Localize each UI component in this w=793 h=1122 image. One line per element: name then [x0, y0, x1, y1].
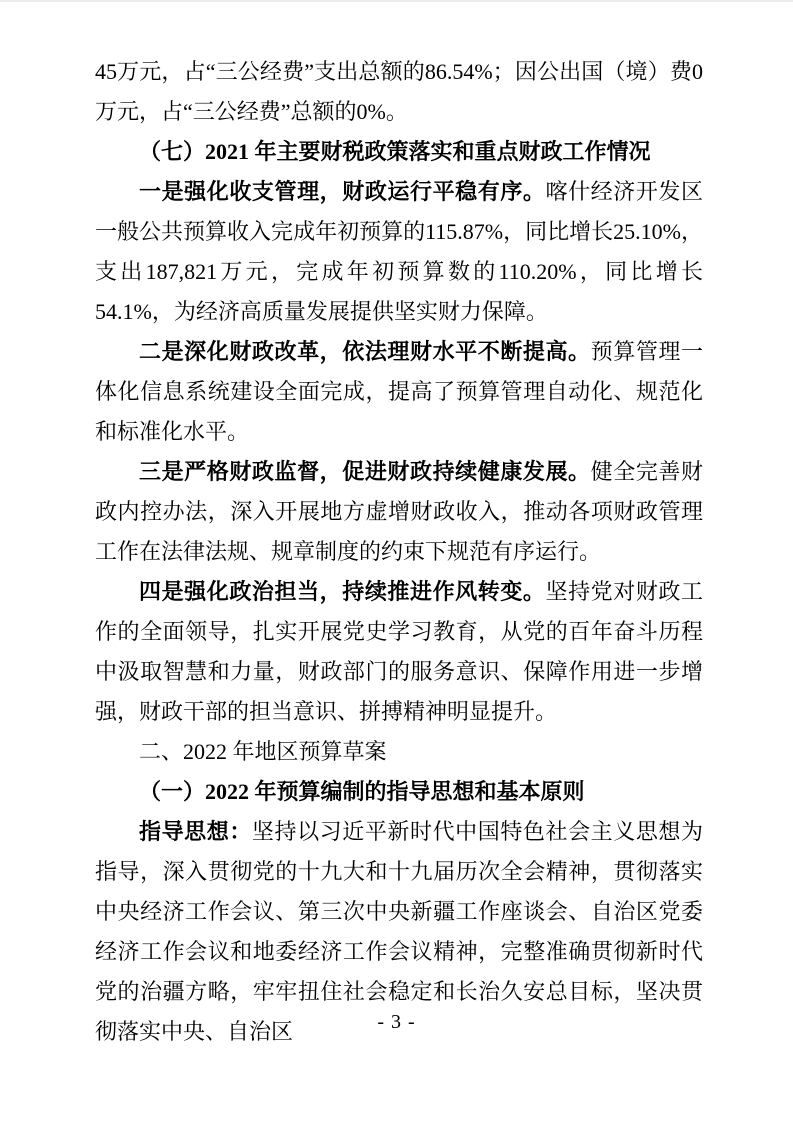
work-item-4 — [95, 572, 703, 732]
work-item-1-body: 喀什经济开发区一般公共预算收入完成年初预算的115.87%，同比增长25.10%，支出187,821万元，完成年初预算数的110.20%，同比增长54.1%，为经济高质量发展提供坚实财力保障。 — [95, 179, 703, 324]
work-item-2 — [95, 332, 703, 452]
work-item-2-body: 预算管理一体化信息系统建设全面完成，提高了预算管理自动化、规范化和标准化水平。 — [95, 339, 703, 444]
page-number: - 3 - — [377, 1011, 416, 1033]
work-item-3-body: 健全完善财政内控办法，深入开展地方虚增财政收入，推动各项财政管理工作在法律法规、规章制度的约束下规范有序运行。 — [95, 459, 703, 564]
work-item-2-lead: 二是深化财政改革，依法理财水平不断提高。 — [139, 339, 591, 364]
guiding-ideology-lead: 指导思想： — [139, 819, 252, 844]
guiding-ideology-body: 坚持以习近平新时代中国特色社会主义思想为指导，深入贯彻党的十九大和十九届历次全会精神，贯彻落实中央经济工作会议、第三次中央新疆工作座谈会、自治区党委经济工作会议和地委经济工作会议精神，完整准确贯彻新时代党的治疆方略，牢牢扭住社会稳定和长治久安总目标，坚决贯彻落实中央、自治区 — [95, 819, 703, 1044]
work-item-3 — [95, 452, 703, 572]
section-1-heading: （一）2022 年预算编制的指导思想和基本原则 — [139, 779, 585, 804]
section-7-heading: （七）2021 年主要财税政策落实和重点财政工作情况 — [139, 139, 651, 164]
page-content — [95, 52, 703, 1052]
work-item-4-body: 坚持党对财政工作的全面领导，扎实开展党史学习教育，从党的百年奋斗历程中汲取智慧和力量，财政部门的服务意识、保障作用进一步增强，财政干部的担当意识、拼搏精神明显提升。 — [95, 579, 703, 724]
continuation-paragraph: 45万元，占“三公经费”支出总额的86.54%；因公出国（境）费0万元，占“三公经费”总额的0%。 — [95, 59, 703, 124]
work-item-3-lead: 三是严格财政监督，促进财政持续健康发展。 — [139, 459, 591, 484]
work-item-1-lead: 一是强化收支管理，财政运行平稳有序。 — [139, 179, 546, 204]
work-item-4-lead: 四是强化政治担当，持续推进作风转变。 — [139, 579, 546, 604]
part-2-heading: 二、2022 年地区预算草案 — [139, 739, 387, 764]
work-item-1 — [95, 172, 703, 332]
